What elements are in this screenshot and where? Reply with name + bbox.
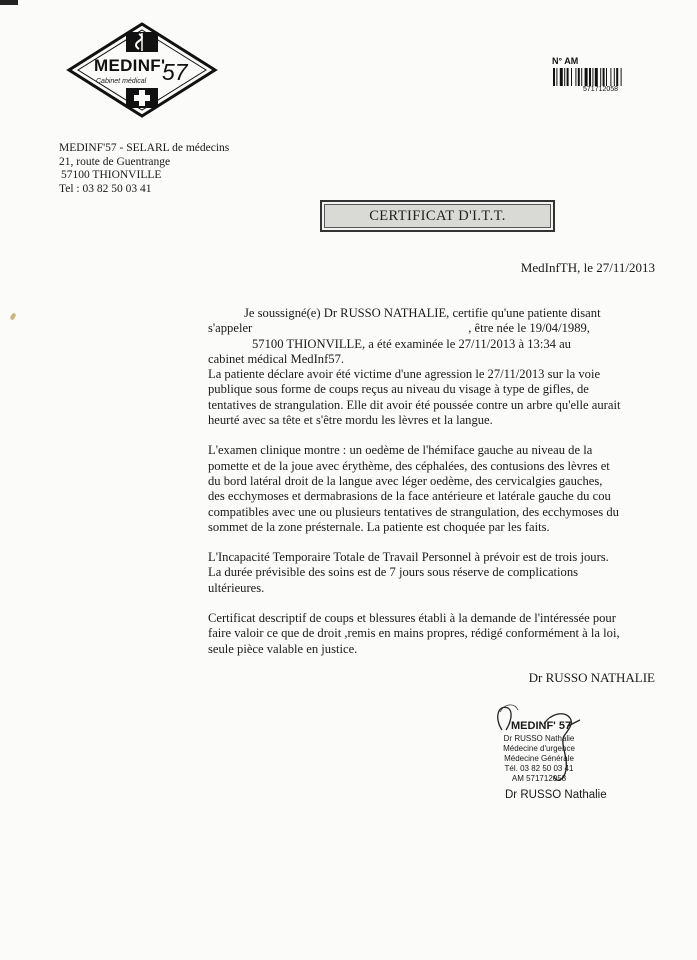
- address-line: 57100 THIONVILLE: [61, 169, 162, 181]
- body-line: L'examen clinique montre : un oedème de l'hémiface gauche au niveau de la: [208, 443, 593, 458]
- body-line: des ecchymoses et dermabrasions de la face antérieure et latérale gauche du cou: [208, 489, 611, 504]
- body-line: seule pièce valable en justice.: [208, 641, 358, 656]
- stamp-title: MEDINF' 57: [511, 720, 572, 732]
- body-line-part: , être née le 19/04/1989,: [468, 321, 590, 336]
- body-line: cabinet médical MedInf57.: [208, 351, 345, 366]
- certificate-title: CERTIFICAT D'I.T.T.: [320, 200, 555, 232]
- body-line: pomette et de la joue avec érythème, des céphalées, des contusions des lèvres et: [208, 458, 610, 473]
- body-line-part: s'appeler: [208, 321, 253, 336]
- stamp-line: Médecine Générale: [504, 754, 574, 763]
- address-line: 21, route de Guentrange: [59, 155, 171, 168]
- body-line: publique sous forme de coups reçus au niveau du visage à type de gifles, de: [208, 382, 589, 397]
- body-line: Certificat descriptif de coups et blessures établi à la demande de l'intéressée pour: [208, 611, 616, 626]
- doctor-stamp: [484, 690, 604, 790]
- body-line: faire valoir ce que de droit ,remis en mains propres, rédigé conformément à la loi,: [208, 626, 620, 641]
- scan-speck: [10, 312, 17, 320]
- barcode-number: 571712058: [583, 86, 619, 93]
- am-number-label: N° AM: [552, 56, 579, 66]
- signature-name: Dr RUSSO Nathalie: [505, 789, 607, 801]
- stamp-line: Tél. 03 82 50 03 41: [504, 764, 574, 773]
- logo-subtitle: Cabinet médical: [96, 78, 147, 85]
- signer-name: Dr RUSSO NATHALIE: [528, 670, 655, 685]
- sender-address: [59, 142, 229, 196]
- body-line: compatibles avec une ou plusieurs tentatives de strangulation, des ecchymoses du: [208, 504, 619, 519]
- body-line: tentatives de strangulation. Elle dit avoir été poussée contre un arbre qu'elle aurait: [208, 397, 621, 412]
- stamp-line: Médecine d'urgence: [503, 744, 575, 753]
- body-line: sommet de la zone présternale. La patiente est choquée par les faits.: [208, 519, 550, 534]
- logo-number: 57: [162, 59, 188, 85]
- address-line: MEDINF'57 - SELARL de médecins: [59, 142, 230, 154]
- body-line: ultérieures.: [208, 580, 265, 595]
- stamp-line: AM 571712058: [511, 774, 567, 783]
- body-line: La patiente déclare avoir été victime d'une agression le 27/11/2013 sur la voie: [208, 367, 601, 382]
- body-line-part: 57100 THIONVILLE, a été examinée le 27/11/2013 à 13:34 au: [252, 336, 571, 351]
- body-line: La durée prévisible des soins est de 7 jours sous réserve de complications: [208, 565, 579, 580]
- body-line: [208, 321, 656, 336]
- address-line: Tel : 03 82 50 03 41: [59, 182, 152, 195]
- body-line: L'Incapacité Temporaire Totale de Travail Personnel à prévoir est de trois jours.: [208, 550, 609, 565]
- medinf-logo: [66, 22, 218, 118]
- body-line: [208, 337, 656, 352]
- certificate-body: [208, 306, 656, 657]
- barcode-icon: [553, 68, 651, 86]
- body-line: heurté avec sa tête et s'être mordu les lèvres et la langue.: [208, 413, 493, 428]
- body-line: du bord latéral droit de la langue avec léger oedème, des cervicalgies gauches,: [208, 473, 603, 488]
- logo-brand-text: MEDINF': [94, 56, 166, 75]
- body-line: Je soussigné(e) Dr RUSSO NATHALIE, certifie qu'une patiente disant: [244, 306, 601, 320]
- place-date-line: MedInfTH, le 27/11/2013: [520, 260, 655, 275]
- stamp-line: Dr RUSSO Nathalie: [503, 734, 575, 743]
- stamp-details: [484, 734, 594, 784]
- scan-corner-mark: [0, 0, 18, 5]
